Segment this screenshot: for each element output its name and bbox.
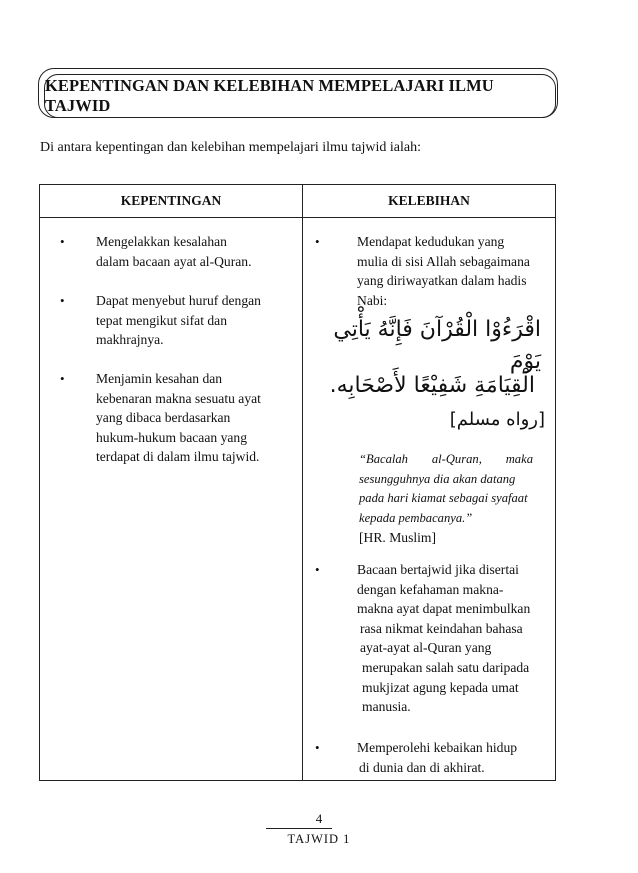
text-line: Mendapat kedudukan yang xyxy=(357,234,505,249)
kelebihan-item-3 xyxy=(303,738,557,777)
bullet-icon: • xyxy=(315,562,320,577)
intro-text: Di antara kepentingan dan kelebihan mempelajari ilmu tajwid ialah: xyxy=(40,140,421,155)
text-line: makhrajnya. xyxy=(96,332,164,348)
text-line: di dunia dan di akhirat. xyxy=(359,759,485,775)
text-line: makna ayat dapat menimbulkan xyxy=(357,601,531,617)
text-line: merupakan salah satu daripada xyxy=(362,659,530,675)
kepentingan-item-3 xyxy=(40,369,302,467)
text-line: pada hari kiamat sebagai syafaat xyxy=(359,491,528,506)
text-line: yang diriwayatkan dalam hadis xyxy=(357,273,527,289)
text-line: rasa nikmat keindahan bahasa xyxy=(360,620,523,636)
text-line: Nabi: xyxy=(357,292,388,308)
text-line: mulia di sisi Allah sebagaimana xyxy=(357,253,530,269)
bullet-icon: • xyxy=(60,234,65,249)
text-line: kepada pembacanya.” xyxy=(359,510,473,525)
text-line: yang dibaca berdasarkan xyxy=(96,410,231,426)
bullet-icon: • xyxy=(315,740,320,755)
footer-divider xyxy=(266,828,332,829)
text-line: Bacaan bertajwid jika disertai xyxy=(357,562,519,577)
text-line: sesungguhnya dia akan datang xyxy=(359,471,516,486)
bullet-icon: • xyxy=(60,371,65,386)
text-line: Memperolehi kebaikan hidup xyxy=(357,740,518,755)
text-line: dalam bacaan ayat al-Quran. xyxy=(96,253,252,269)
table-body-row xyxy=(40,218,556,781)
text-line: manusia. xyxy=(362,699,411,715)
text-line: ayat-ayat al-Quran yang xyxy=(360,640,492,656)
text-line: terdapat di dalam ilmu tajwid. xyxy=(96,449,260,465)
page-title: KEPENTINGAN DAN KELEBIHAN MEMPELAJARI ILMU TAJWID xyxy=(44,74,556,118)
bullet-icon: • xyxy=(315,234,320,249)
kepentingan-item-2 xyxy=(40,291,302,350)
text-line: Mengelakkan kesalahan xyxy=(96,234,227,249)
text-line: dengan kefahaman makna- xyxy=(357,581,504,597)
footer-label: TAJWID 1 xyxy=(287,832,351,846)
hadith-arabic-line-2: الْقِيَامَةِ شَفِيْعًا لأَصْحَابِه. xyxy=(329,373,535,398)
kepentingan-cell xyxy=(40,218,303,781)
content-table xyxy=(39,184,556,781)
text-line: tepat mengikut sifat dan xyxy=(96,312,227,328)
hadith-translation xyxy=(359,450,533,528)
hadith-source: [HR. Muslim] xyxy=(359,530,437,545)
text-line: Menjamin kesahan dan xyxy=(96,371,223,386)
header-kepentingan: KEPENTINGAN xyxy=(40,185,303,218)
table-header-row xyxy=(40,185,556,218)
text-line: mukjizat agung kepada umat xyxy=(362,679,519,695)
page-number: 4 xyxy=(315,811,323,826)
hadith-source-arabic: [رواه مسلم] xyxy=(449,409,545,430)
text-line: kebenaran makna sesuatu ayat xyxy=(96,390,261,406)
header-kelebihan: KELEBIHAN xyxy=(303,185,556,218)
kelebihan-item-2 xyxy=(303,560,557,717)
bullet-icon: • xyxy=(60,293,65,308)
text-line: hukum-hukum bacaan yang xyxy=(96,429,247,445)
hadith-arabic-line-1: اقْرَءُوْا الْقُرْآنَ فَإِنَّهُ يَأْتِي يَوْمَ xyxy=(333,317,541,374)
kepentingan-item-1 xyxy=(40,232,302,271)
kelebihan-cell xyxy=(303,218,556,781)
text-line: Dapat menyebut huruf dengan xyxy=(96,293,261,308)
kelebihan-item-1 xyxy=(303,232,557,310)
text-line: “Bacalah al-Quran, maka xyxy=(359,452,533,466)
